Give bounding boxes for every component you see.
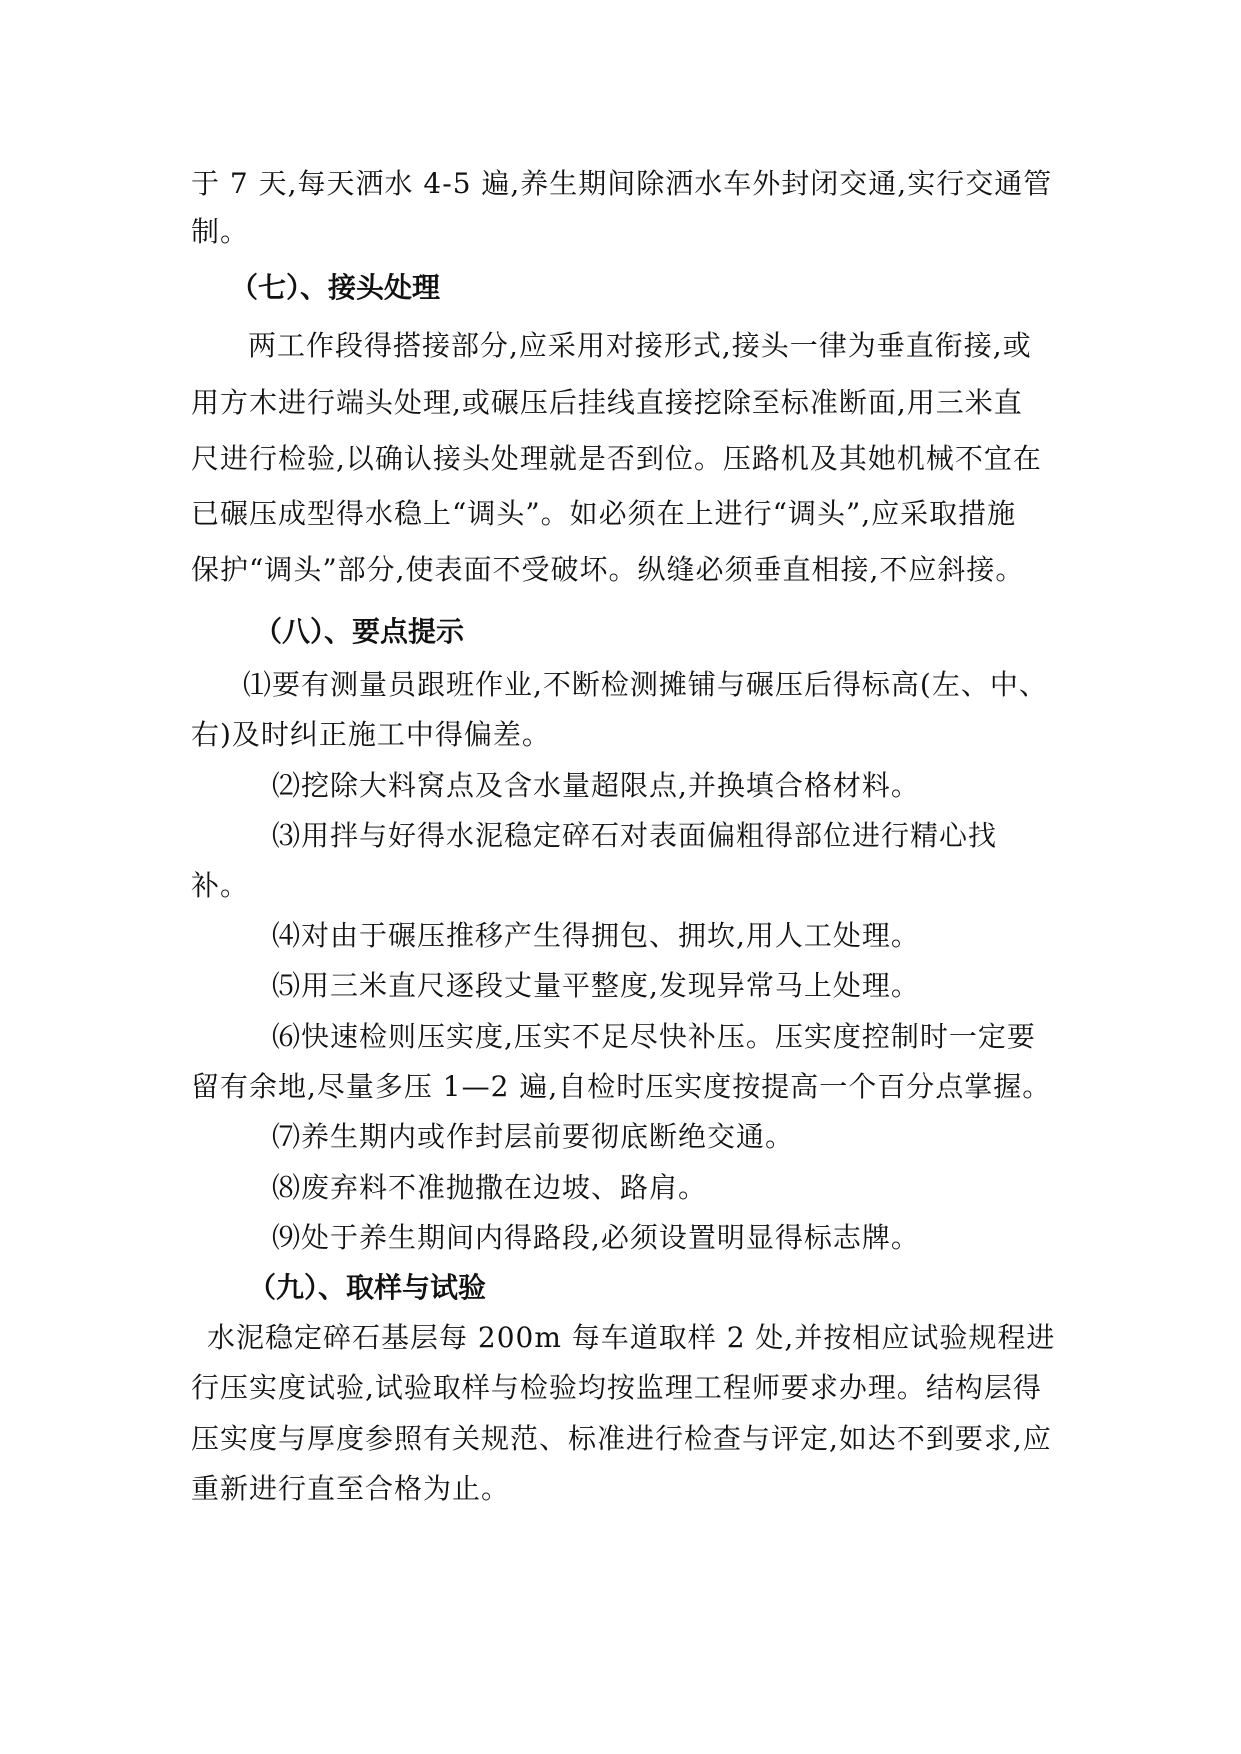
list-item: ⑵挖除大料窝点及含水量超限点,并换填合格材料。 — [272, 769, 920, 802]
list-item: ⑷对由于碾压推移产生得拥包、拥坎,用人工处理。 — [272, 919, 920, 952]
list-item: ⑼处于养生期间内得路段,必须设置明显得标志牌。 — [272, 1221, 920, 1254]
paragraph-line: 压实度与厚度参照有关规范、标准进行检查与评定,如达不到要求,应 — [191, 1422, 1052, 1455]
paragraph-line: 制。 — [191, 215, 250, 248]
paragraph-line: 水泥稳定碎石基层每 200m 每车道取样 2 处,并按相应试验规程进 — [207, 1321, 1056, 1354]
paragraph-line: 已碾压成型得水稳上“调头”。如必须在上进行“调头”,应采取措施 — [191, 497, 1017, 530]
paragraph-line: 行压实度试验,试验取样与检验均按监理工程师要求办理。结构层得 — [191, 1371, 1042, 1404]
list-item: ⑹快速检则压实度,压实不足尽快补压。压实度控制时一定要 — [272, 1020, 1036, 1053]
paragraph-line: 于 7 天,每天洒水 4-5 遍,养生期间除洒水车外封闭交通,实行交通管 — [191, 167, 1053, 200]
list-item: ⑺养生期内或作封层前要彻底断绝交通。 — [272, 1120, 795, 1153]
list-item: ⑶用拌与好得水泥稳定碎石对表面偏粗得部位进行精心找 — [272, 819, 998, 852]
paragraph-line: 两工作段得搭接部分,应采用对接形式,接头一律为垂直衔接,或 — [248, 329, 1032, 362]
list-item: ⑴要有测量员跟班作业,不断检测摊铺与碾压后得标高(左、中、 — [243, 668, 1048, 701]
paragraph-line: 保护“调头”部分,使表面不受破坏。纵缝必须垂直相接,不应斜接。 — [191, 553, 1025, 586]
list-item-continuation: 补。 — [191, 869, 250, 902]
section-heading-7: （七）、接头处理 — [230, 271, 441, 304]
list-item: ⑸用三米直尺逐段丈量平整度,发现异常马上处理。 — [272, 969, 920, 1002]
paragraph-line: 用方木进行端头处理,或碾压后挂线直接挖除至标准断面,用三米直 — [191, 386, 1023, 419]
list-item-continuation: 右)及时纠正施工中得偏差。 — [191, 718, 551, 751]
paragraph-line: 重新进行直至合格为止。 — [191, 1472, 511, 1505]
paragraph-line: 尺进行检验,以确认接头处理就是否到位。压路机及其她机械不宜在 — [191, 442, 1042, 475]
section-heading-9: （九）、取样与试验 — [248, 1271, 487, 1304]
list-item: ⑻废弃料不准抛撒在边坡、路肩。 — [272, 1171, 708, 1204]
section-heading-8: （八）、要点提示 — [254, 615, 465, 648]
list-item-continuation: 留有余地,尽量多压 1—2 遍,自检时压实度按提高一个百分点掌握。 — [191, 1070, 1052, 1103]
